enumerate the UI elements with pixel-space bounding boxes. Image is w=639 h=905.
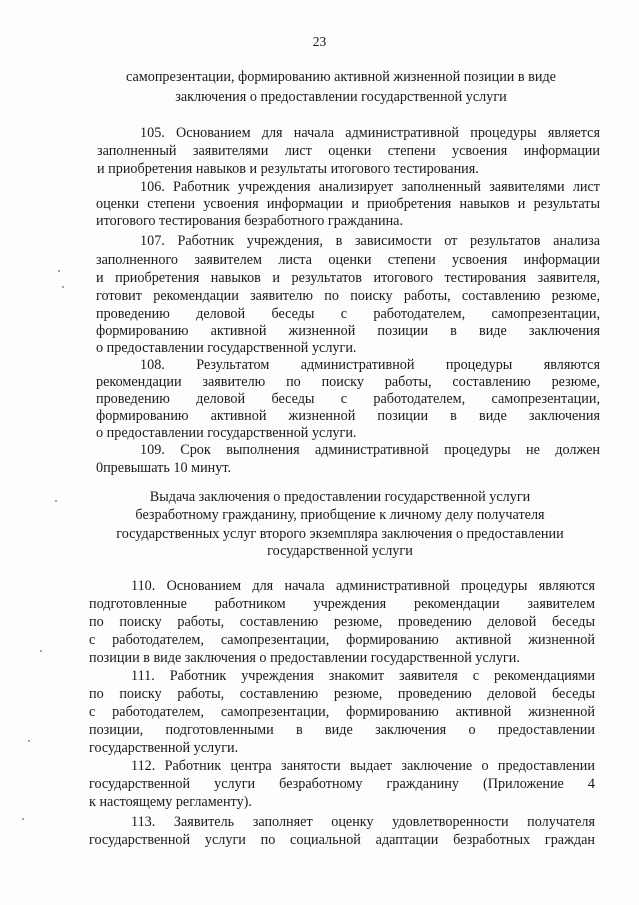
paragraph-107-line: заполненного заявителем листа оценки степени усвоения информации — [96, 252, 600, 268]
scan-speck — [55, 500, 57, 502]
paragraph-110-line: позиции в виде заключения о предоставлении государственной услуги. — [89, 650, 520, 666]
paragraph-111-line: 111. Работник учреждения знакомит заявителя с рекомендациями — [131, 668, 595, 684]
paragraph-107-line: проведению деловой беседы с работодателем, самопрезентации, — [96, 306, 600, 322]
paragraph-109-line: 109. Срок выполнения административной процедуры не должен — [140, 442, 600, 458]
paragraph-105-line: заполненный заявителями лист оценки степени усвоения информации — [97, 143, 600, 159]
paragraph-105-line: 105. Основанием для начала административной процедуры является — [140, 125, 600, 141]
section-heading-line: государственной услуги — [267, 543, 413, 559]
paragraph-111-line: с работодателем, самопрезентации, формированию активной жизненной — [89, 704, 595, 720]
paragraph-111-line: государственной услуги. — [89, 740, 239, 756]
paragraph-108-line: проведению деловой беседы с работодателем, самопрезентации, — [96, 391, 600, 407]
paragraph-107-line: о предоставлении государственной услуги. — [96, 340, 357, 356]
page-number: 23 — [312, 34, 327, 49]
paragraph-112-line: к настоящему регламенту). — [89, 794, 252, 810]
paragraph-109-line: 0превышать 10 минут. — [96, 460, 232, 476]
scan-speck — [28, 740, 30, 742]
paragraph-112-line: 112. Работник центра занятости выдает заключение о предоставлении — [131, 758, 595, 774]
paragraph-110-line: с работодателем, самопрезентации, формированию активной жизненной — [89, 632, 595, 648]
scan-speck — [40, 650, 42, 652]
paragraph-105-line: и приобретения навыков и результаты итогового тестирования. — [97, 161, 479, 177]
paragraph-108-line: формированию активной жизненной позиции в виде заключения — [96, 408, 600, 424]
section-heading-line: государственных услуг второго экземпляра заключения о предоставлении — [116, 526, 564, 542]
paragraph-112-line: государственной услуги безработному гражданину (Приложение 4 — [89, 776, 595, 792]
paragraph-107-line: формированию активной жизненной позиции в виде заключения — [96, 323, 600, 339]
paragraph-111-line: по поиску работы, составлению резюме, проведению деловой беседы — [89, 686, 595, 702]
paragraph-107-line: 107. Работник учреждения, в зависимости от результатов анализа — [140, 233, 600, 249]
paragraph-107-line: готовит рекомендации заявителю по поиску работы, составлению резюме, — [96, 288, 600, 304]
paragraph-108-line: рекомендации заявителю по поиску работы, составлению резюме, — [96, 374, 600, 390]
paragraph-108-line: о предоставлении государственной услуги. — [96, 425, 357, 441]
paragraph-108-line: 108. Результатом административной процедуры являются — [140, 357, 600, 373]
paragraph-111-line: позиции, подготовленными в виде заключения о предоставлении — [89, 722, 595, 738]
paragraph-106-line: итогового тестирования безработного гражданина. — [96, 213, 404, 229]
paragraph-110-line: подготовленные работником учреждения рекомендации заявителем — [89, 596, 595, 612]
scan-speck — [58, 270, 60, 272]
paragraph-110-line: по поиску работы, составлению резюме, проведению деловой беседы — [89, 614, 595, 630]
paragraph-113-line: государственной услуги по социальной адаптации безработных граждан — [89, 832, 595, 848]
heading-line: заключения о предоставлении государственной услуги — [175, 89, 507, 105]
section-heading-line: безработному гражданину, приобщение к личному делу получателя — [135, 507, 545, 523]
heading-line: самопрезентации, формированию активной жизненной позиции в виде — [126, 69, 556, 85]
paragraph-106-line: оценки степени усвоения информации и приобретения навыков и результаты — [96, 196, 600, 212]
paragraph-113-line: 113. Заявитель заполняет оценку удовлетворенности получателя — [131, 814, 595, 830]
paragraph-106-line: 106. Работник учреждения анализирует заполненный заявителями лист — [140, 179, 600, 195]
paragraph-110-line: 110. Основанием для начала административной процедуры являются — [131, 578, 595, 594]
scan-speck — [62, 286, 64, 288]
paragraph-107-line: и приобретения навыков и результатов итогового тестирования заявителя, — [96, 270, 600, 286]
section-heading-line: Выдача заключения о предоставлении государственной услуги — [149, 489, 531, 505]
scan-speck — [22, 818, 24, 820]
